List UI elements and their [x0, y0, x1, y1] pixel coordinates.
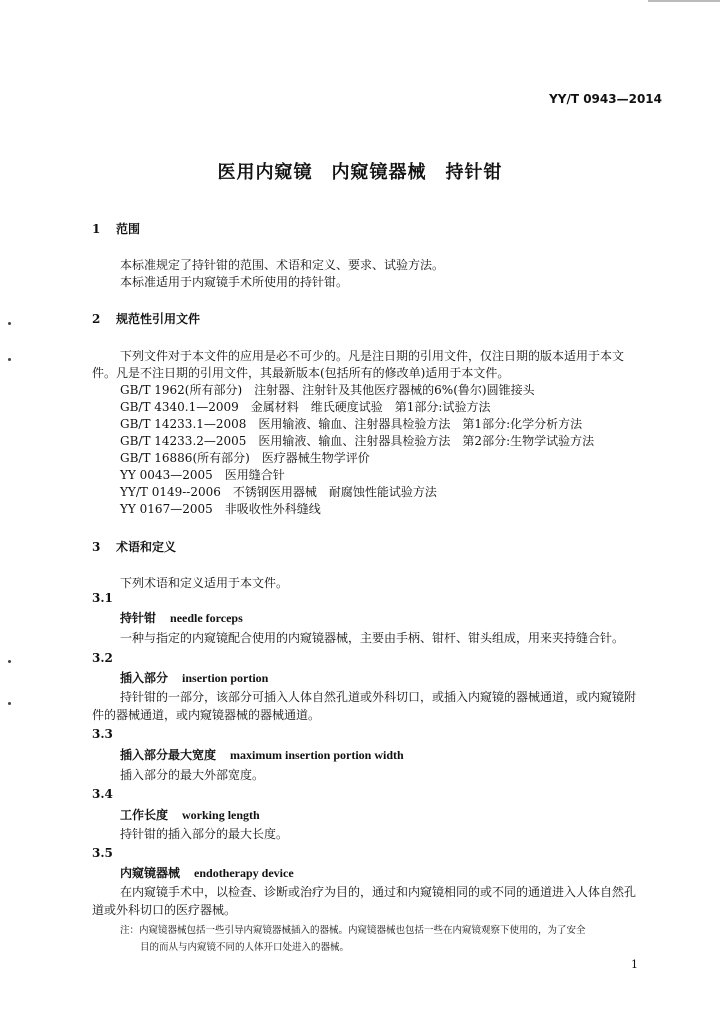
term-number: 3.2	[92, 651, 113, 665]
section-number: 2	[92, 312, 101, 326]
term-definition: 一种与指定的内窥镜配合使用的内窥镜器械，主要由手柄、钳杆、钳头组成，用来夹持缝合针。	[120, 631, 625, 645]
term-definition-continued: 件的器械通道，或内窥镜器械的器械通道。	[92, 708, 321, 722]
reference-item: YY 0043—2005 医用缝合针	[120, 468, 285, 482]
scope-paragraph-2: 本标准适用于内窥镜手术所使用的持针钳。	[120, 275, 349, 289]
term-number: 3.1	[92, 591, 113, 605]
scan-dot	[8, 702, 11, 705]
term-zh: 内窥镜器械	[120, 866, 181, 880]
term-en: insertion portion	[182, 671, 269, 685]
term-heading	[120, 669, 268, 686]
reference-item: GB/T 16886(所有部分) 医疗器械生物学评价	[120, 451, 370, 465]
scan-dot	[8, 660, 11, 663]
reference-item: GB/T 4340.1—2009 金属材料 维氏硬度试验 第1部分:试验方法	[120, 400, 491, 414]
standard-code: YY/T 0943—2014	[549, 92, 662, 106]
reference-item: GB/T 14233.2—2005 医用输液、输血、注射器具检验方法 第2部分:生物学试验方法	[120, 434, 595, 448]
section-title: 范围	[116, 222, 141, 236]
term-en: needle forceps	[170, 611, 243, 625]
references-intro-line-2: 件。凡是不注日期的引用文件，其最新版本(包括所有的修改单)适用于本文件。	[92, 366, 510, 380]
term-heading	[120, 746, 404, 763]
scan-dot	[8, 322, 11, 325]
page-number: 1	[631, 958, 638, 971]
reference-item: YY/T 0149--2006 不锈钢医用器械 耐腐蚀性能试验方法	[120, 485, 437, 499]
term-heading	[120, 806, 260, 823]
note-line-1: 注：内窥镜器械包括一些引导内窥镜器械插入的器械。内窥镜器械也包括一些在内窥镜观察下使用的，为了安全	[120, 925, 586, 936]
term-en: working length	[182, 808, 260, 822]
document-title: 医用内窥镜 内窥镜器械 持针钳	[217, 162, 503, 183]
reference-item: YY 0167—2005 非吸收性外科缝线	[120, 502, 321, 516]
section-3-heading	[92, 538, 176, 555]
term-definition: 持针钳的一部分，该部分可插入人体自然孔道或外科切口，或插入内窥镜的器械通道，或内窥镜附	[120, 690, 637, 704]
section-number: 3	[92, 540, 101, 554]
note-line-2: 目的而从与内窥镜不同的人体开口处进入的器械。	[140, 942, 350, 953]
term-number: 3.3	[92, 727, 113, 741]
reference-item: GB/T 1962(所有部分) 注射器、注射针及其他医疗器械的6%(鲁尔)圆锥接头	[120, 383, 535, 397]
scan-dot	[8, 358, 11, 361]
term-zh: 工作长度	[120, 808, 169, 822]
section-2-heading	[92, 310, 200, 327]
term-definition: 在内窥镜手术中，以检查、诊断或治疗为目的，通过和内窥镜相同的或不同的通道进入人体自然孔	[120, 885, 637, 899]
term-number: 3.4	[92, 787, 113, 801]
term-en: maximum insertion portion width	[230, 748, 404, 762]
term-definition-continued: 道或外科切口的医疗器械。	[92, 903, 237, 917]
references-intro-line-1: 下列文件对于本文件的应用是必不可少的。凡是注日期的引用文件，仅注日期的版本适用于本文	[120, 349, 625, 363]
term-definition: 插入部分的最大外部宽度。	[120, 768, 265, 782]
term-zh: 持针钳	[120, 611, 157, 625]
reference-item: GB/T 14233.1—2008 医用输液、输血、注射器具检验方法 第1部分:化学分析方法	[120, 417, 583, 431]
term-zh: 插入部分	[120, 671, 169, 685]
section-title: 术语和定义	[116, 540, 177, 554]
section-title: 规范性引用文件	[116, 312, 201, 326]
section-1-heading	[92, 220, 140, 237]
term-en: endotherapy device	[194, 866, 294, 880]
term-heading	[120, 609, 243, 626]
scan-edge-line	[648, 0, 720, 2]
section-number: 1	[92, 222, 101, 236]
terms-intro: 下列术语和定义适用于本文件。	[120, 576, 289, 590]
scope-paragraph-1: 本标准规定了持针钳的范围、术语和定义、要求、试验方法。	[120, 258, 445, 272]
term-definition: 持针钳的插入部分的最大长度。	[120, 827, 289, 841]
term-heading	[120, 864, 294, 881]
term-number: 3.5	[92, 846, 113, 860]
term-zh: 插入部分最大宽度	[120, 748, 217, 762]
